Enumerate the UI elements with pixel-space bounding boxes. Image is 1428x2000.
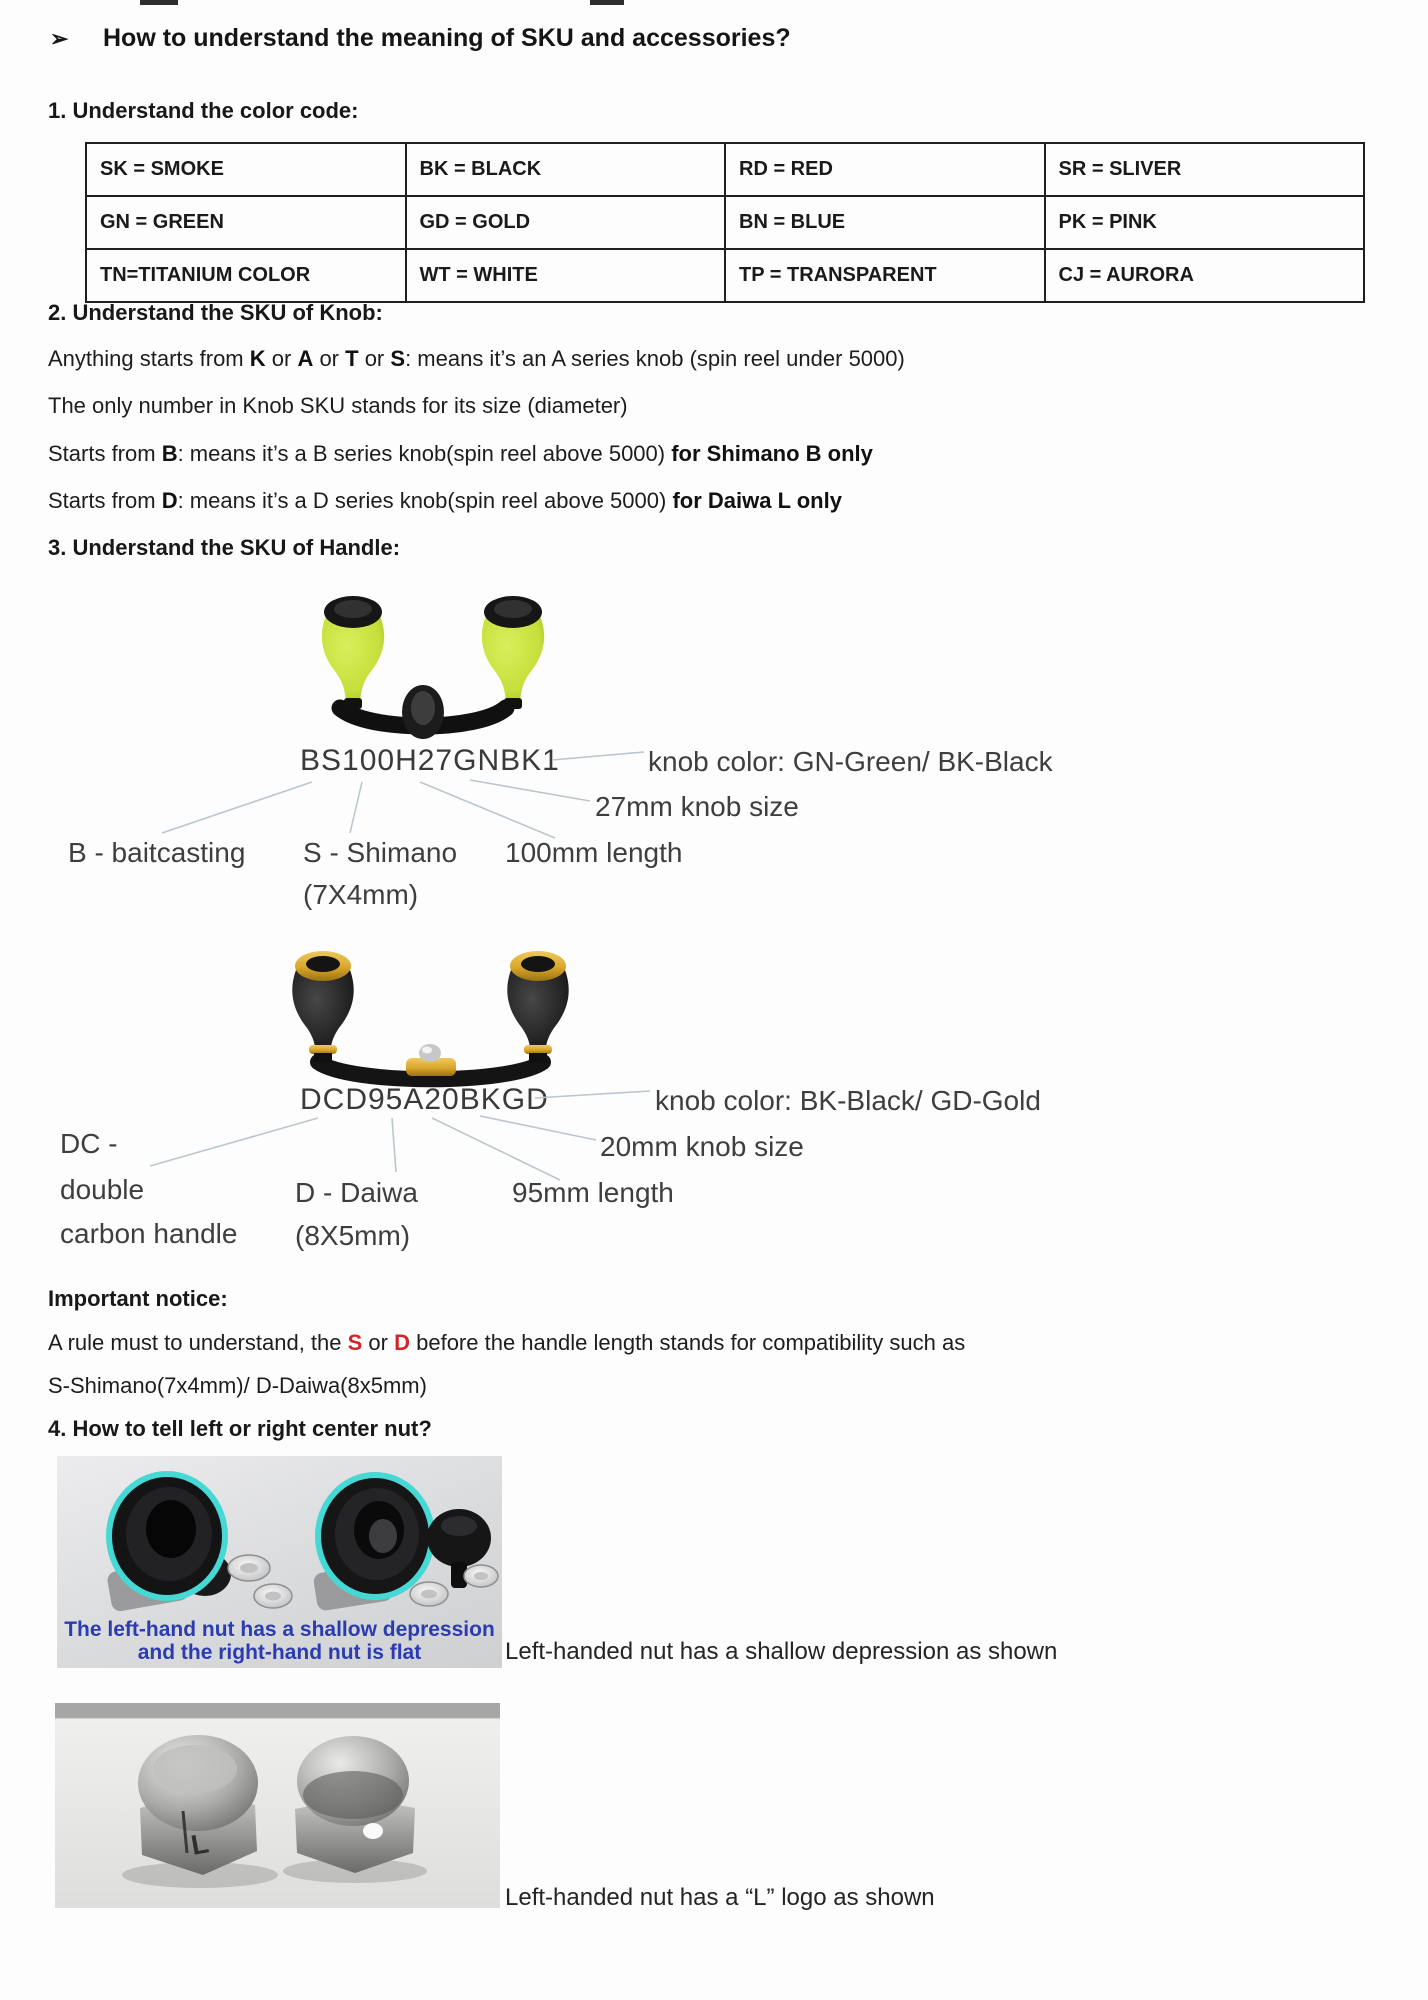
annotation-knob-size-1: 27mm knob size [595, 791, 799, 822]
annotation-knob-color-1: knob color: GN-Green/ BK-Black [648, 746, 1053, 777]
sku-label-1: BS100H27GNBK1 [300, 744, 560, 777]
knob-rule-line1 [48, 346, 905, 372]
table-cell: SR = SLIVER [1045, 143, 1365, 196]
table-cell: SK = SMOKE [86, 143, 406, 196]
annotation-knob-size-2: 20mm knob size [600, 1131, 804, 1162]
text-segment: : means it’s a B series knob(spin reel above 5000) [177, 441, 672, 466]
table-cell: WT = WHITE [406, 249, 726, 302]
knob-rule-line3 [48, 441, 873, 467]
color-code-table [85, 142, 1365, 303]
gold-knob-left [292, 951, 353, 1062]
photo1-caption [57, 1618, 502, 1665]
green-knob-right [482, 596, 544, 709]
handle-illustration-green [298, 592, 548, 757]
sku-label-2: DCD95A20BKGD [300, 1083, 549, 1116]
table-row [86, 143, 1364, 196]
page-top-artifact [140, 0, 178, 5]
caption-depression: Left-handed nut has a shallow depression as shown [505, 1638, 1058, 1665]
annotation-knob-color-2: knob color: BK-Black/ GD-Gold [655, 1085, 1041, 1116]
text-segment: : means it’s a D series knob(spin reel above 5000) [177, 488, 673, 513]
text-segment: or [313, 346, 346, 371]
red-letter-d: D [394, 1330, 410, 1355]
notice-line1 [48, 1330, 965, 1356]
annotation-type-2-line3: carbon handle [60, 1218, 238, 1249]
nut-logo-letter: L [188, 1827, 211, 1861]
left-metal-nut [138, 1735, 258, 1875]
table-cell: TN=TITANIUM COLOR [86, 249, 406, 302]
caption-logo: Left-handed nut has a “L” logo as shown [505, 1884, 935, 1911]
section4-heading: 4. How to tell left or right center nut? [48, 1416, 432, 1441]
text-segment: before the handle length stands for compatibility such as [410, 1330, 966, 1355]
annotation-length-1: 100mm length [505, 837, 683, 868]
knob-rule-line4 [48, 488, 842, 514]
annotation-type-1: B - baitcasting [68, 837, 246, 868]
text-segment: Anything starts from [48, 346, 250, 371]
right-metal-nut [295, 1736, 415, 1873]
text-segment: B [161, 441, 178, 466]
text-segment: Starts from [48, 488, 162, 513]
photo1-caption-line2: and the right-hand nut is flat [137, 1641, 422, 1665]
text-segment: T [345, 346, 359, 371]
text-segment: or [358, 346, 391, 371]
annotation-compat-pin-1: (7X4mm) [303, 879, 419, 910]
green-knob-left [322, 596, 384, 709]
text-segment: A [297, 346, 314, 371]
text-segment: Starts from [48, 441, 162, 466]
text-segment: : means it’s an A series knob (spin reel under 5000) [405, 346, 905, 371]
text-segment: for Daiwa L only [672, 488, 842, 513]
table-row [86, 249, 1364, 302]
annotation-compat-pin-2: (8X5mm) [295, 1220, 411, 1251]
arrow-bullet-icon: ➢ [50, 26, 69, 51]
annotation-compat-2: D - Daiwa [295, 1177, 418, 1208]
nut-photo-depression [57, 1456, 502, 1668]
text-segment: for Shimano B only [671, 441, 873, 466]
gold-knob-right [507, 951, 568, 1062]
text-segment: or [362, 1330, 395, 1355]
knob-rule-line2: The only number in Knob SKU stands for its size (diameter) [48, 393, 628, 418]
left-nut-group [106, 1474, 292, 1612]
handle-center-nut [419, 1044, 441, 1062]
nut-photo-logo [55, 1703, 500, 1908]
handle-hub-sheen [411, 691, 435, 725]
table-cell: BK = BLACK [406, 143, 726, 196]
text-segment: or [265, 346, 298, 371]
photo1-caption-line1: The left-hand nut has a shallow depression [64, 1617, 495, 1641]
nut-photo-illustration [57, 1456, 502, 1616]
table-cell: RD = RED [725, 143, 1045, 196]
notice-heading: Important notice: [48, 1286, 228, 1311]
page-title: How to understand the meaning of SKU and accessories? [103, 24, 791, 52]
text-segment: A rule must to understand, the [48, 1330, 348, 1355]
table-cell: GD = GOLD [406, 196, 726, 249]
annotation-length-2: 95mm length [512, 1177, 674, 1208]
table-row [86, 196, 1364, 249]
page-top-artifact [590, 0, 624, 5]
table-cell: CJ = AURORA [1045, 249, 1365, 302]
annotation-compat-1: S - Shimano [303, 837, 458, 868]
table-cell: GN = GREEN [86, 196, 406, 249]
section1-heading: 1. Understand the color code: [48, 98, 359, 123]
handle-center-nut-sheen [422, 1047, 432, 1054]
annotation-type-2-line1: DC - [60, 1128, 118, 1159]
right-nut-group [312, 1475, 498, 1612]
text-segment: S [390, 346, 406, 371]
text-segment: D [161, 488, 178, 513]
table-cell: PK = PINK [1045, 196, 1365, 249]
text-segment: K [249, 346, 266, 371]
metal-nut-illustration [55, 1703, 500, 1908]
section2-heading: 2. Understand the SKU of Knob: [48, 300, 383, 325]
red-letter-s: S [347, 1330, 363, 1355]
table-cell: TP = TRANSPARENT [725, 249, 1045, 302]
handle-illustration-gold [278, 942, 583, 1092]
notice-line2: S-Shimano(7x4mm)/ D-Daiwa(8x5mm) [48, 1373, 427, 1398]
section3-heading: 3. Understand the SKU of Handle: [48, 535, 401, 560]
table-cell: BN = BLUE [725, 196, 1045, 249]
annotation-type-2-line2: double [60, 1174, 145, 1205]
